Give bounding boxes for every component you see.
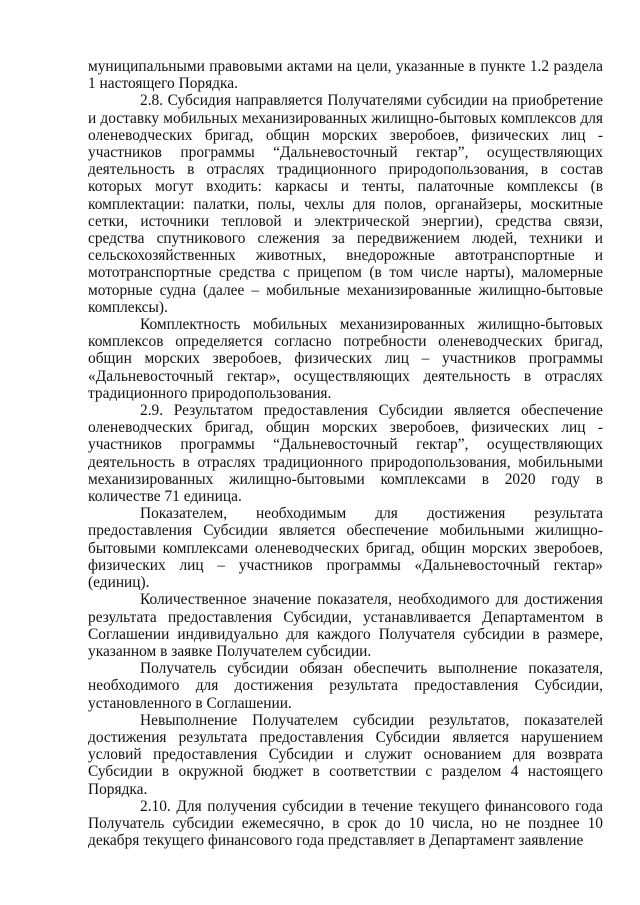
paragraph-quantitative-value: Количественное значение показателя, необходимого для достижения результата предоставления Субсидии, устанавливается Департаментом в Соглашении индивидуально для каждого Получателя субсидии в размере, указанном в заявке Получателем субсидии. (88, 591, 603, 660)
paragraph-2-8: 2.8. Субсидия направляется Получателями субсидии на приобретение и доставку мобильных механизированных жилищно-бытовых комплексов для оленеводческих бригад, общин морских зверобоев, физических лиц - участников программы “Дальневосточный гектар”, осуществляющих деятельность в отраслях традиционного природопользования, в состав которых могут входить: каркасы и тенты, палаточные комплексы (в комплектации: палатки, полы, чехлы для полов, органайзеры, москитные сетки, источники тепловой и электрической энергии), средства связи, средства спутникового слежения за передвижением людей, техники и сельскохозяйственных животных, внедорожные автотранспортные и мототранспортные средства с прицепом (в том числе нарты), маломерные моторные судна (далее – мобильные механизированные жилищно-бытовые комплексы). (88, 92, 603, 316)
document-page (88, 58, 603, 849)
paragraph-2-9: 2.9. Результатом предоставления Субсидии является обеспечение оленеводческих бригад, общин морских зверобоев, физических лиц - участников программы “Дальневосточный гектар”, осуществляющих деятельность в отраслях традиционного природопользования, мобильными механизированных жилищно-бытовыми комплексами в 2020 году в количестве 71 единица. (88, 402, 603, 506)
paragraph-obligation: Получатель субсидии обязан обеспечить выполнение показателя, необходимого для достижения результата предоставления Субсидии, установленного в Соглашении. (88, 660, 603, 712)
paragraph-2-10: 2.10. Для получения субсидии в течение текущего финансового года Получатель субсидии ежемесячно, в срок до 10 числа, но не позднее 10 декабря текущего финансового года представляет в Департамент заявление (88, 797, 603, 850)
paragraph-completeness: Комплектность мобильных механизированных жилищно-бытовых комплексов определяется согласно потребности оленеводческих бригад, общин морских зверобоев, физических лиц – участников программы «Дальневосточный гектар», осуществляющих деятельность в отраслях традиционного природопользования. (88, 316, 603, 402)
paragraph-indicator: Показателем, необходимым для достижения результата предоставления Субсидии является обеспечение мобильными жилищно-бытовыми комплексами оленеводческих бригад, общин морских зверобоев, физических лиц – участников программы «Дальневосточный гектар» (единиц). (88, 505, 603, 592)
paragraph-continuation: муниципальными правовыми актами на цели, указанные в пункте 1.2 раздела 1 настоящего Порядка. (88, 58, 603, 93)
paragraph-non-fulfillment: Невыполнение Получателем субсидии результатов, показателей достижения результата предоставления Субсидии является нарушением условий предоставления Субсидии и служит основанием для возврата Субсидии в окружной бюджет в соответствии с разделом 4 настоящего Порядка. (88, 711, 603, 798)
